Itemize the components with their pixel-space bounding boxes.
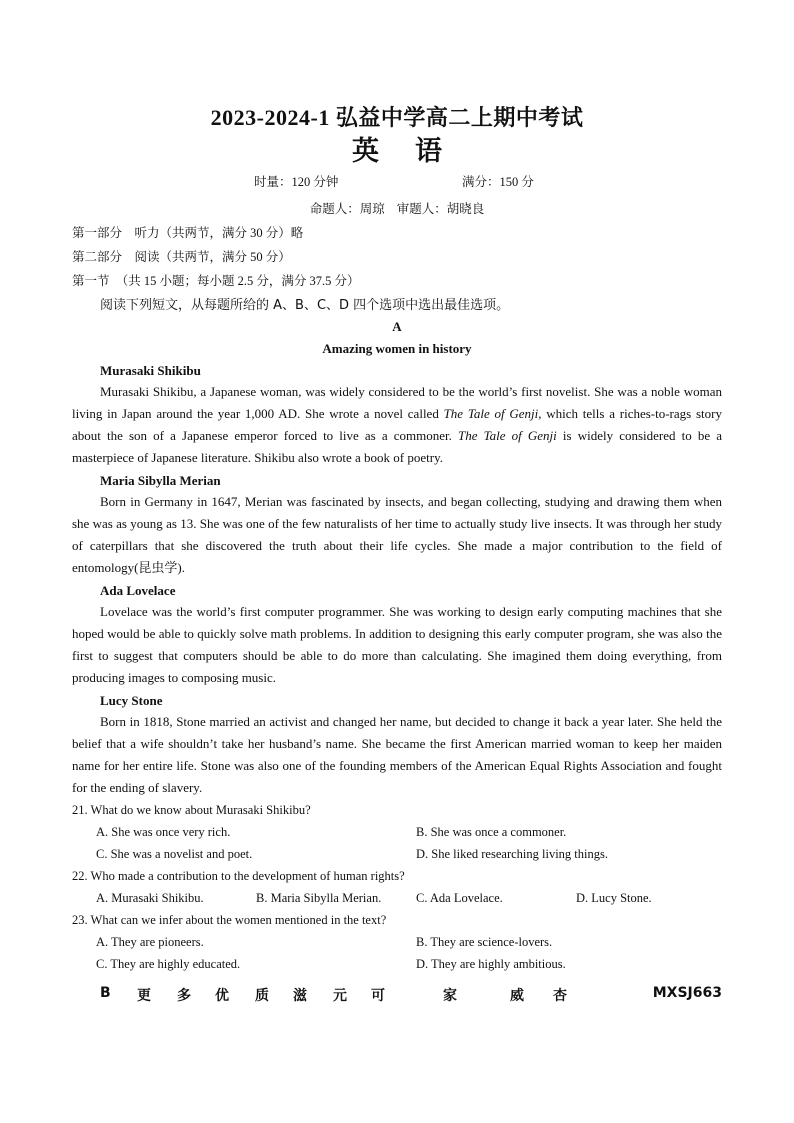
book-title: The Tale of Genji [443, 406, 539, 421]
option-22-b: B. Maria Sibylla Merian. [256, 891, 382, 905]
option-22-c: C. Ada Lovelace. [416, 891, 503, 905]
question-reviewer: 审题人：胡晓良 [396, 201, 485, 216]
exam-full-score: 满分：150 分 [462, 175, 534, 189]
option-21-b: B. She was once a commoner. [416, 825, 567, 839]
part-one-heading: 第一部分 听力（共两节，满分 30 分）略 [72, 226, 304, 240]
footer-char: 可 [371, 988, 385, 1004]
footer-char: 质 [255, 988, 269, 1004]
option-21-d: D. She liked researching living things. [416, 847, 608, 861]
passage-letter: A [392, 319, 402, 334]
paragraph-stone: Born in 1818, Stone married an activist and changed her name, but decided to change it back a year later. She held the belief that a wife shouldn’t take her husband’s name. She became the first American married woman to keep her maiden name for her entire life. Stone was also one of the founding members of the American Equal Rights Association and fought for the ending of slavery. [72, 714, 722, 795]
option-23-d: D. They are highly ambitious. [416, 957, 566, 971]
exam-title: 2023-2024-1 弘益中学高二上期中考试 [210, 105, 584, 130]
option-22-a: A. Murasaki Shikibu. [96, 891, 204, 905]
option-23-b: B. They are science-lovers. [416, 935, 553, 949]
part-two-heading: 第二部分 阅读（共两节，满分 50 分） [72, 250, 291, 264]
passage-title: Amazing women in history [322, 341, 472, 356]
question-setter: 命题人：周琼 [309, 201, 385, 216]
section-heading-murasaki: Murasaki Shikibu [100, 363, 201, 378]
authors-line [0, 199, 794, 217]
footer-char: 家 [443, 988, 457, 1004]
footer-char: 滋 [293, 988, 307, 1004]
footer-char: 杏 [553, 988, 567, 1004]
section-heading-stone: Lucy Stone [100, 693, 163, 708]
footer-char: 元 [333, 988, 347, 1004]
footer-char: 更 [137, 988, 151, 1004]
footer-char: 优 [215, 988, 229, 1004]
footer-watermark [100, 985, 722, 1005]
option-23-c: C. They are highly educated. [96, 957, 241, 971]
paragraph-merian: Born in Germany in 1647, Merian was fascinated by insects, and began collecting, studying and drawing them when she was as young as 13. She was one of the few naturalists of her time to actually study live insects. It was through her study of caterpillars that she discovered the truth about their life cycles. She made a major contribution to the field of entomology(昆虫学). [72, 494, 722, 575]
reading-instruction: 阅读下列短文，从每题所给的 A、B、C、D 四个选项中选出最佳选项。 [100, 298, 510, 313]
option-23-a: A. They are pioneers. [96, 935, 204, 949]
subject-title: 英语 [352, 136, 478, 166]
option-21-a: A. She was once very rich. [96, 825, 231, 839]
book-title: The Tale of Genji [458, 428, 557, 443]
question-22: 22. Who made a contribution to the development of human rights? [72, 869, 405, 883]
footer-code: MXSJ663 [652, 985, 722, 1001]
footer-char: 多 [177, 988, 191, 1004]
question-23: 23. What can we infer about the women mentioned in the text? [72, 913, 387, 927]
section-one-heading: 第一节 （共 15 小题；每小题 2.5 分，满分 37.5 分） [72, 274, 360, 288]
paragraph-murasaki [72, 381, 722, 469]
paragraph-text: is widely considered to be a masterpiece of Japanese literature. Shikibu also wrote a book of poetry. [72, 428, 723, 465]
paragraph-text: , which tells a riches-to-rags story about the son of a Japanese emperor forced to live as a commoner. [72, 406, 722, 443]
question-21: 21. What do we know about Murasaki Shikibu? [72, 803, 311, 817]
footer-char: B [100, 985, 111, 1001]
section-heading-merian: Maria Sibylla Merian [100, 473, 221, 488]
option-21-c: C. She was a novelist and poet. [96, 847, 253, 861]
footer-char: 威 [510, 988, 524, 1004]
exam-time: 时量：120 分钟 [254, 175, 339, 189]
option-22-d: D. Lucy Stone. [576, 891, 652, 905]
section-heading-lovelace: Ada Lovelace [100, 583, 176, 598]
paragraph-lovelace: Lovelace was the world’s first computer programmer. She was working to design early computing machines that she hoped would be able to quickly solve math problems. In addition to designing this early computer program, she was also the first to suggest that computers should be able to do more than calculating. She imagined them doing everything, from producing images to composing music. [72, 604, 722, 685]
paragraph-text: Murasaki Shikibu, a Japanese woman, was widely considered to be the world’s first novelist. She was a noble woman living in Japan around the year 1,000 AD. She wrote a novel called [72, 384, 722, 421]
